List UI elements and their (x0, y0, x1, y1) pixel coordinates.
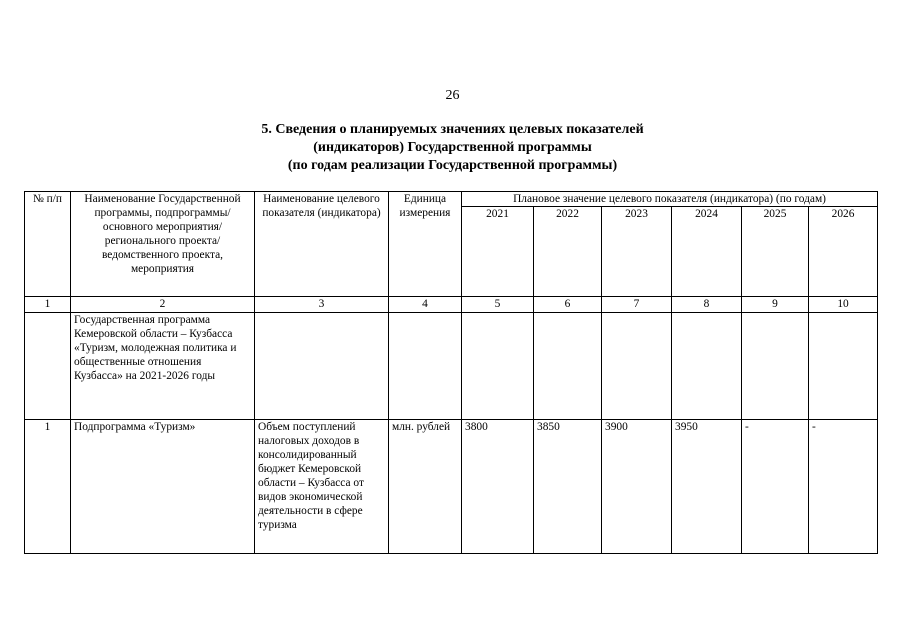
cell-num (25, 313, 71, 420)
header-year: 2023 (602, 207, 672, 297)
column-number: 1 (25, 297, 71, 313)
page-number: 26 (445, 88, 460, 103)
cell-value (742, 313, 809, 420)
cell-value (534, 313, 602, 420)
cell-value: 3800 (462, 420, 534, 554)
cell-value (462, 313, 534, 420)
cell-indicator: Объем поступлений налоговых доходов в консолидированный бюджет Кемеровской области – Кузбасса от видов экономической деятельности в сфере туризма (255, 420, 389, 554)
section-title (0, 121, 905, 175)
column-number: 10 (809, 297, 878, 313)
header-year: 2024 (672, 207, 742, 297)
header-year: 2022 (534, 207, 602, 297)
cell-unit: млн. рублей (389, 420, 462, 554)
header-year: 2021 (462, 207, 534, 297)
column-number: 4 (389, 297, 462, 313)
header-year: 2026 (809, 207, 878, 297)
cell-value: 3900 (602, 420, 672, 554)
column-number: 8 (672, 297, 742, 313)
cell-value (672, 313, 742, 420)
column-number: 2 (71, 297, 255, 313)
column-number: 7 (602, 297, 672, 313)
indicators-table (24, 191, 878, 554)
cell-value (602, 313, 672, 420)
cell-value: 3850 (534, 420, 602, 554)
cell-value (809, 313, 878, 420)
cell-program: Подпрограмма «Туризм» (71, 420, 255, 554)
column-number-row (25, 297, 878, 313)
header-program: Наименование Государственной программы, подпрограммы/основного мероприятия/ регионального проекта/ведомственного проекта, мероприятия (71, 192, 255, 297)
cell-value: - (742, 420, 809, 554)
title-line-1: 5. Сведения о планируемых значениях целевых показателей (261, 122, 644, 137)
cell-program: Государственная программа Кемеровской области – Кузбасса «Туризм, молодежная политика и общественные отношения Кузбасса» на 2021-2026 годы (71, 313, 255, 420)
cell-value: 3950 (672, 420, 742, 554)
header-unit: Единица измерения (389, 192, 462, 297)
header-num: № п/п (25, 192, 71, 297)
cell-value: - (809, 420, 878, 554)
table-row (25, 420, 878, 554)
table-row (25, 313, 878, 420)
cell-indicator (255, 313, 389, 420)
title-line-3: (по годам реализации Государственной программы) (287, 158, 618, 173)
header-indicator: Наименование целевого показателя (индикатора) (255, 192, 389, 297)
column-number: 6 (534, 297, 602, 313)
header-row-1 (25, 192, 878, 207)
cell-unit (389, 313, 462, 420)
column-number: 3 (255, 297, 389, 313)
header-year: 2025 (742, 207, 809, 297)
column-number: 9 (742, 297, 809, 313)
cell-num: 1 (25, 420, 71, 554)
title-line-2: (индикаторов) Государственной программы (313, 140, 592, 155)
column-number: 5 (462, 297, 534, 313)
header-planned-value: Плановое значение целевого показателя (индикатора) (по годам) (462, 192, 878, 207)
